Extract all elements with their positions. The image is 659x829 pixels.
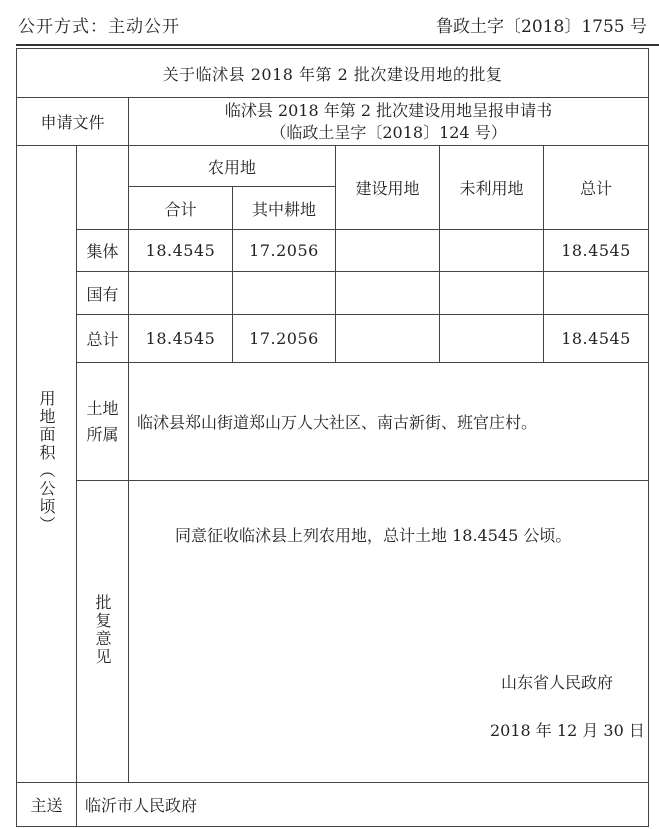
area-label: 用地面积（公顷） — [37, 390, 56, 534]
approval-table — [16, 48, 649, 827]
sum-unused — [440, 315, 544, 363]
table-row — [17, 230, 649, 272]
land-owner-value: 临沭县郑山街道郑山万人大社区、南古新街、班官庄村。 — [129, 363, 649, 481]
blank-header-cell — [77, 146, 129, 230]
opinion-label-cell — [77, 481, 129, 783]
application-label: 申请文件 — [17, 98, 129, 146]
disclosure-label: 公开方式：主动公开 — [18, 17, 180, 37]
opinion-text: 同意征收临沭县上列农用地，总计土地 18.4545 公顷。 — [175, 526, 572, 545]
land-owner-label-line-2: 所属 — [86, 424, 119, 444]
area-label-cell — [17, 146, 77, 783]
table-row — [17, 315, 649, 363]
application-value — [129, 98, 649, 146]
table-row — [17, 272, 649, 315]
send-to-label: 主送 — [17, 783, 77, 827]
subtotal-header: 合计 — [129, 187, 233, 230]
state-grand-total — [544, 272, 649, 315]
sum-grand-total: 18.4545 — [544, 315, 649, 363]
land-owner-label — [77, 363, 129, 481]
state-construction — [336, 272, 440, 315]
row-label-total: 总计 — [77, 315, 129, 363]
document-number: 鲁政土字〔2018〕1755 号 — [436, 17, 647, 37]
opinion-cell — [129, 481, 649, 783]
document-title: 关于临沭县 2018 年第 2 批次建设用地的批复 — [17, 49, 649, 98]
issuing-authority: 山东省人民政府 — [501, 673, 614, 692]
issue-date: 2018 年 12 月 30 日 — [490, 721, 645, 740]
land-owner-label-line-1: 土地 — [86, 398, 119, 418]
collective-construction — [336, 230, 440, 272]
farmland-header: 农用地 — [129, 146, 336, 187]
cultivated-header: 其中耕地 — [233, 187, 336, 230]
sum-construction — [336, 315, 440, 363]
collective-unused — [440, 230, 544, 272]
unused-header: 未利用地 — [440, 146, 544, 230]
document-header — [0, 0, 659, 48]
state-total — [129, 272, 233, 315]
grand-total-header: 总计 — [544, 146, 649, 230]
collective-cultivated: 17.2056 — [233, 230, 336, 272]
application-line-1: 临沭县 2018 年第 2 批次建设用地呈报申请书 — [224, 100, 553, 120]
send-to-value: 临沂市人民政府 — [77, 783, 649, 827]
construction-header: 建设用地 — [336, 146, 440, 230]
header-rule — [16, 44, 659, 46]
row-label-collective: 集体 — [77, 230, 129, 272]
row-label-state: 国有 — [77, 272, 129, 315]
state-cultivated — [233, 272, 336, 315]
state-unused — [440, 272, 544, 315]
sum-cultivated: 17.2056 — [233, 315, 336, 363]
collective-grand-total: 18.4545 — [544, 230, 649, 272]
collective-total: 18.4545 — [129, 230, 233, 272]
opinion-label: 批复意见 — [93, 593, 112, 666]
sum-total: 18.4545 — [129, 315, 233, 363]
application-line-2: （临政土呈字〔2018〕124 号） — [270, 122, 507, 142]
